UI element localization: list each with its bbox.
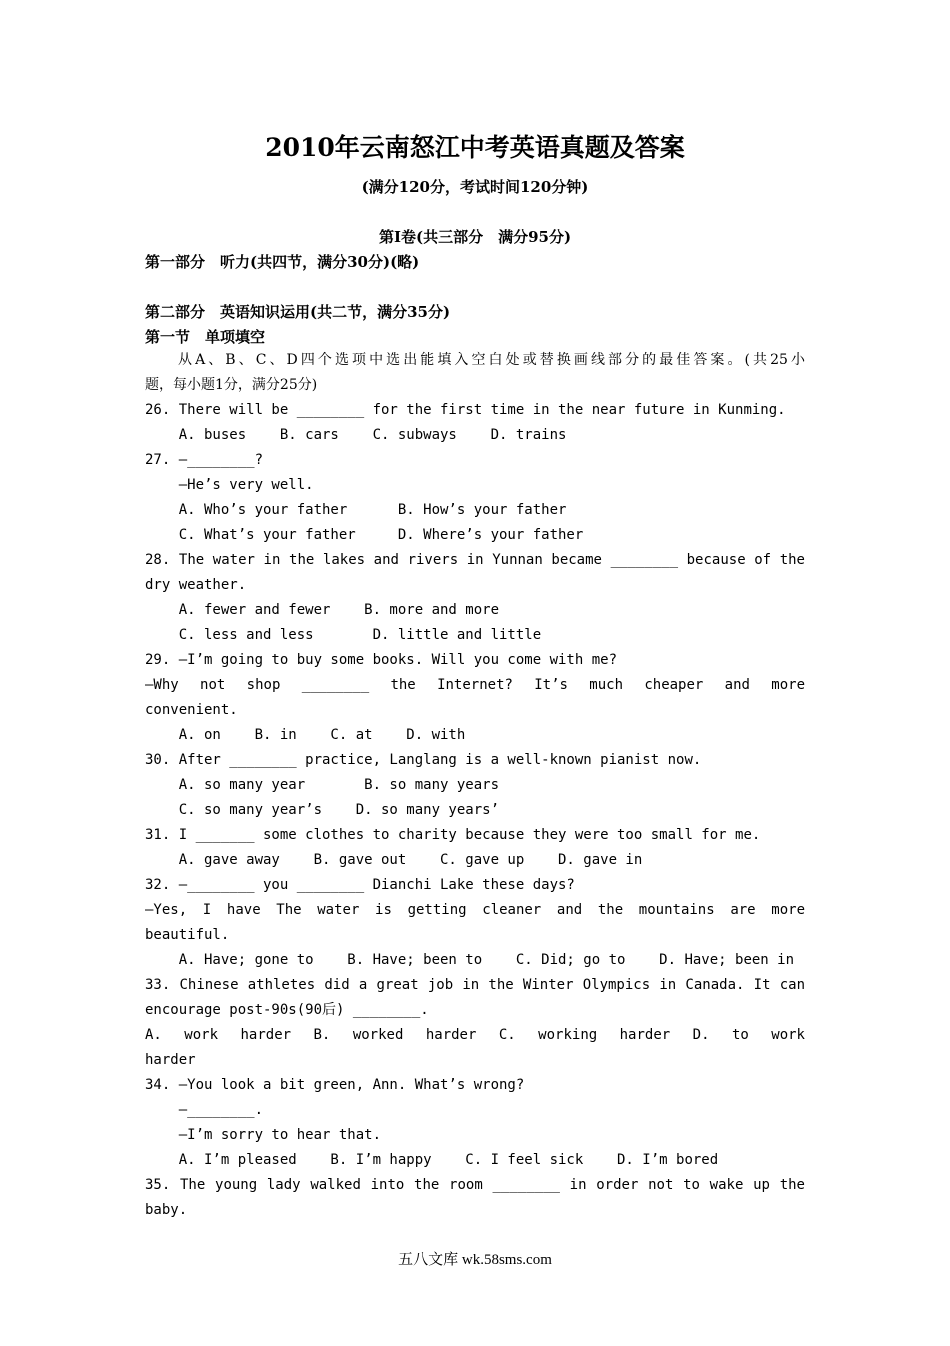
section1-heading: 第一节 单项填空	[145, 328, 266, 346]
question-line: 28. The water in the lakes and rivers in Yunnan became ________ because of the	[145, 552, 805, 568]
question-line: 33. Chinese athletes did a great job in the Winter Olympics in Canada. It can	[145, 977, 805, 993]
part2-heading: 第二部分 英语知识运用(共二节，满分35分)	[145, 303, 451, 321]
question-line: —Why not shop ________ the Internet? It’s much cheaper and more	[145, 677, 805, 693]
question-line: —________.	[145, 1102, 264, 1118]
question-line: encourage post-90s(90后) ________.	[145, 1002, 429, 1018]
question-line: C. What’s your father D. Where’s your father	[145, 527, 584, 543]
question-line: A. gave away B. gave out C. gave up D. gave in	[145, 852, 643, 868]
question-line: A. so many year B. so many years	[145, 777, 500, 793]
question-line: A. Who’s your father B. How’s your father	[145, 502, 567, 518]
question-line: 32. —________ you ________ Dianchi Lake these days?	[145, 877, 575, 893]
question-line: A. I’m pleased B. I’m happy C. I feel sick D. I’m bored	[145, 1152, 719, 1168]
question-line: A. work harder B. worked harder C. working harder D. to work	[145, 1027, 805, 1043]
document-subtitle: (满分120分，考试时间120分钟)	[361, 178, 589, 196]
question-line: 35. The young lady walked into the room ________ in order not to wake up the	[145, 1177, 805, 1193]
question-line: —I’m sorry to hear that.	[145, 1127, 382, 1143]
question-line: 29. —I’m going to buy some books. Will you come with me?	[145, 652, 618, 668]
question-line: C. less and less D. little and little	[145, 627, 542, 643]
question-line: dry weather.	[145, 577, 247, 593]
question-line: A. Have; gone to B. Have; been to C. Did; go to D. Have; been in	[145, 952, 795, 968]
part1-heading: 第一部分 听力(共四节，满分30分)(略)	[145, 253, 420, 271]
question-line: 31. I _______ some clothes to charity because they were too small for me.	[145, 827, 761, 843]
question-line: —He’s very well.	[145, 477, 314, 493]
question-line: 34. —You look a bit green, Ann. What’s wrong?	[145, 1077, 525, 1093]
footer-watermark: 五八文库 wk.58sms.com	[398, 1252, 552, 1268]
question-line: C. so many year’s D. so many years’	[145, 802, 500, 818]
question-line: baby.	[145, 1202, 188, 1218]
question-body	[145, 348, 805, 1223]
question-lines	[145, 398, 805, 1223]
question-line: 26. There will be ________ for the first time in the near future in Kunming.	[145, 402, 786, 418]
question-line: A. on B. in C. at D. with	[145, 727, 466, 743]
volume-heading: 第Ⅰ卷(共三部分 满分95分)	[378, 228, 572, 246]
question-line: 27. —________?	[145, 452, 264, 468]
question-line: —Yes, I have The water is getting cleaner and the mountains are more	[145, 902, 805, 918]
document-title: 2010年云南怒江中考英语真题及答案	[265, 133, 685, 162]
question-line: A. buses B. cars C. subways D. trains	[145, 427, 567, 443]
question-line: 30. After ________ practice, Langlang is a well-known pianist now.	[145, 752, 702, 768]
instruction-line-1: 从A、B、C、D四个选项中选出能填入空白处或替换画线部分的最佳答案。(共25小	[178, 352, 805, 368]
question-line: convenient.	[145, 702, 238, 718]
question-line: A. fewer and fewer B. more and more	[145, 602, 500, 618]
question-line: beautiful.	[145, 927, 230, 943]
question-line: harder	[145, 1052, 196, 1068]
instruction-line-2: 题，每小题1分，满分25分)	[145, 377, 318, 393]
